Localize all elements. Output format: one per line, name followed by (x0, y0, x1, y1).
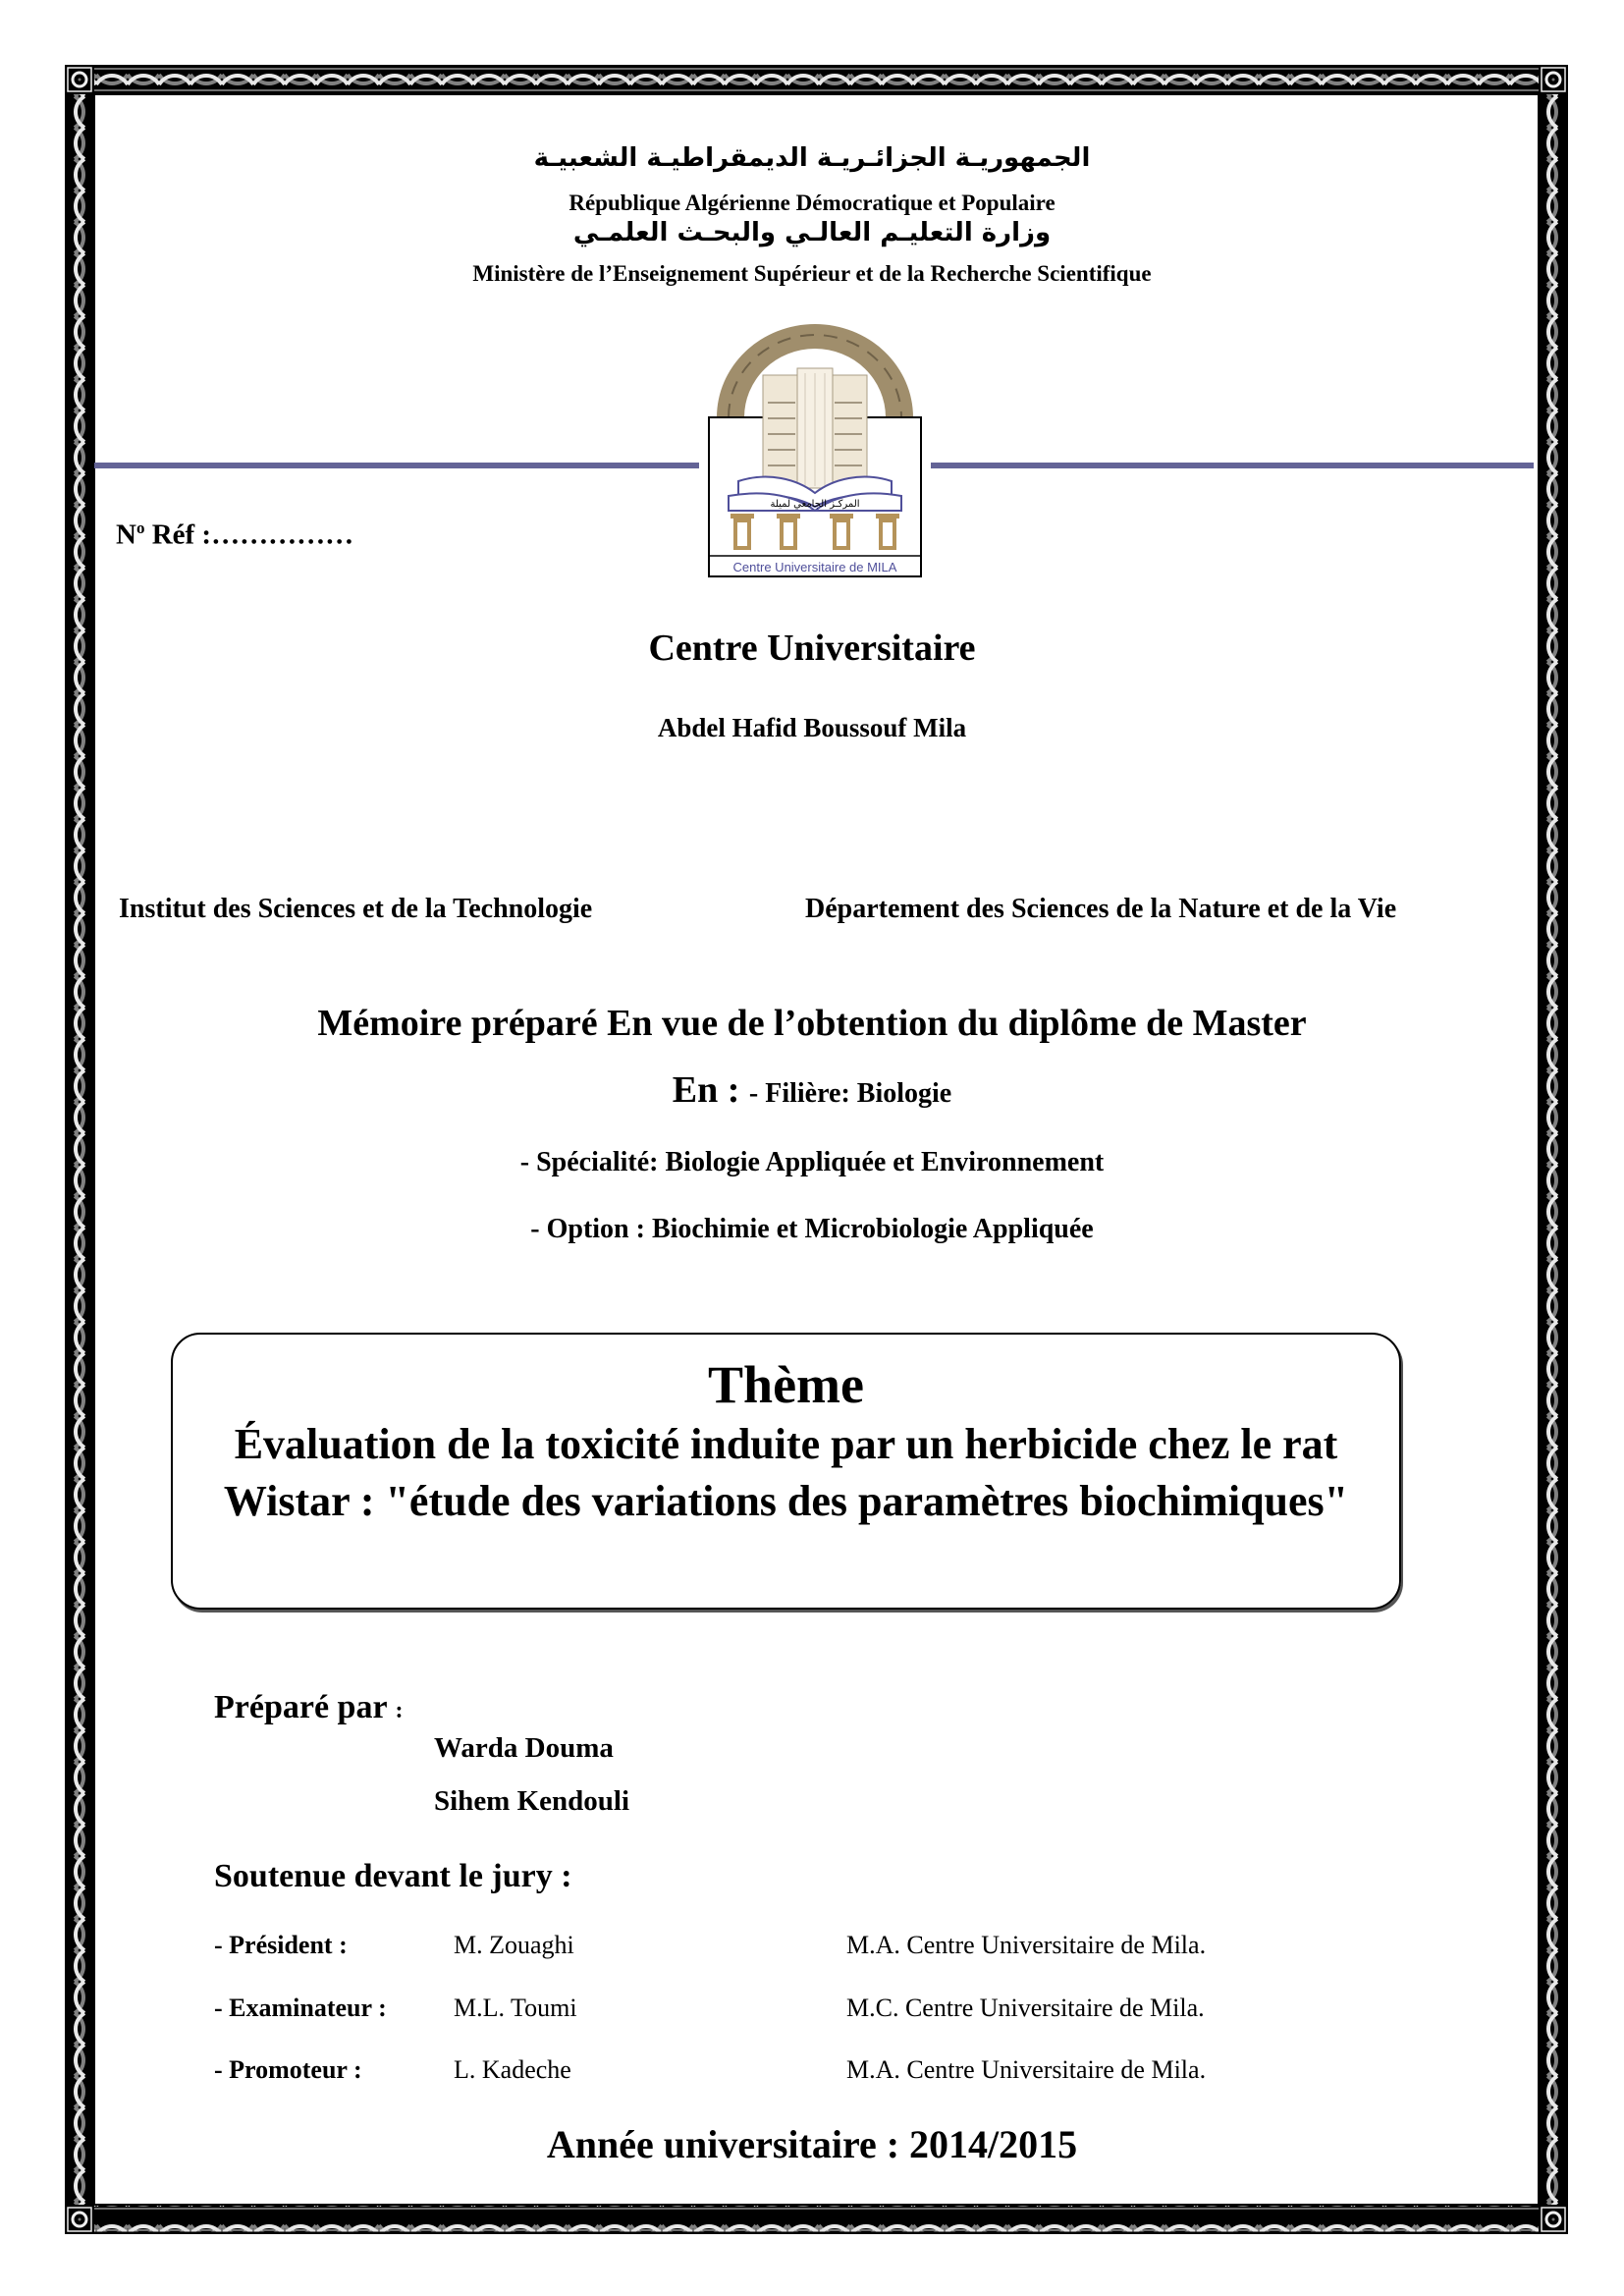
divider-left (94, 463, 699, 468)
jury-role: - Promoteur : (214, 2055, 362, 2084)
institution-name: Centre Universitaire (648, 628, 976, 669)
degree-filiere: - Filière: Biologie (748, 1078, 952, 1109)
logo-caption: Centre Universitaire de MILA (732, 560, 897, 574)
jury-role: - Examinateur : (214, 1994, 387, 2022)
degree-specialite: - Spécialité: Biologie Appliquée et Environnement (519, 1147, 1105, 1177)
institute-name: Institut des Sciences et de la Technologie (119, 894, 593, 924)
prepared-by-colon: : (395, 1698, 404, 1723)
header-french-ministry: Ministère de l’Enseignement Supérieur et de la Recherche Scientifique (472, 261, 1152, 286)
header-arabic-ministry: وزارة التعليـم العالـي والبحـث العلمـي (572, 218, 1052, 247)
author-name: Warda Douma (434, 1732, 614, 1764)
header-arabic-republic: الجمهوريـة الجزائـريـة الديمقراطيـة الشعبيـة (533, 143, 1091, 173)
degree-option: - Option : Biochimie et Microbiologie Appliquée (530, 1214, 1094, 1244)
reference-rest: Réf :…………… (144, 519, 354, 551)
jury-name: M.L. Toumi (454, 1994, 577, 2022)
university-logo (699, 324, 931, 581)
prepared-by-text: Préparé par (214, 1689, 396, 1725)
theme-title: Évaluation de la toxicité induite par un herbicide chez le rat Wistar : "étude des variations des paramètres biochimiques" (223, 1420, 1349, 1526)
divider-right (931, 463, 1534, 468)
institution-full-name: Abdel Hafid Boussouf Mila (657, 713, 967, 742)
department-name: Département des Sciences de la Nature et de la Vie (805, 894, 1397, 924)
jury-affiliation: M.A. Centre Universitaire de Mila. (846, 2055, 1207, 2084)
theme-box (171, 1333, 1401, 1610)
degree-field (0, 1068, 1624, 1112)
degree-en-label: En : (672, 1069, 749, 1111)
logo-banner-text: المركـز الجامعي لميلة (770, 499, 860, 510)
reference-superscript: o (135, 519, 145, 537)
jury-affiliation: M.A. Centre Universitaire de Mila. (846, 1931, 1207, 1959)
header-french-republic: République Algérienne Démocratique et Populaire (568, 191, 1056, 215)
prepared-by-label (214, 1689, 403, 1726)
academic-year: Année universitaire : 2014/2015 (546, 2122, 1078, 2166)
author-name: Sihem Kendouli (434, 1785, 630, 1817)
jury-role: - Président : (214, 1931, 348, 1959)
reference-number (116, 519, 353, 552)
jury-label: Soutenue devant le jury : (214, 1858, 572, 1894)
reference-label: N (116, 519, 136, 551)
jury-affiliation: M.C. Centre Universitaire de Mila. (846, 1994, 1205, 2022)
degree-line: Mémoire préparé En vue de l’obtention du diplôme de Master (317, 1003, 1307, 1044)
jury-name: M. Zouaghi (454, 1931, 574, 1959)
jury-name: L. Kadeche (454, 2055, 571, 2084)
theme-label: Thème (708, 1355, 864, 1414)
